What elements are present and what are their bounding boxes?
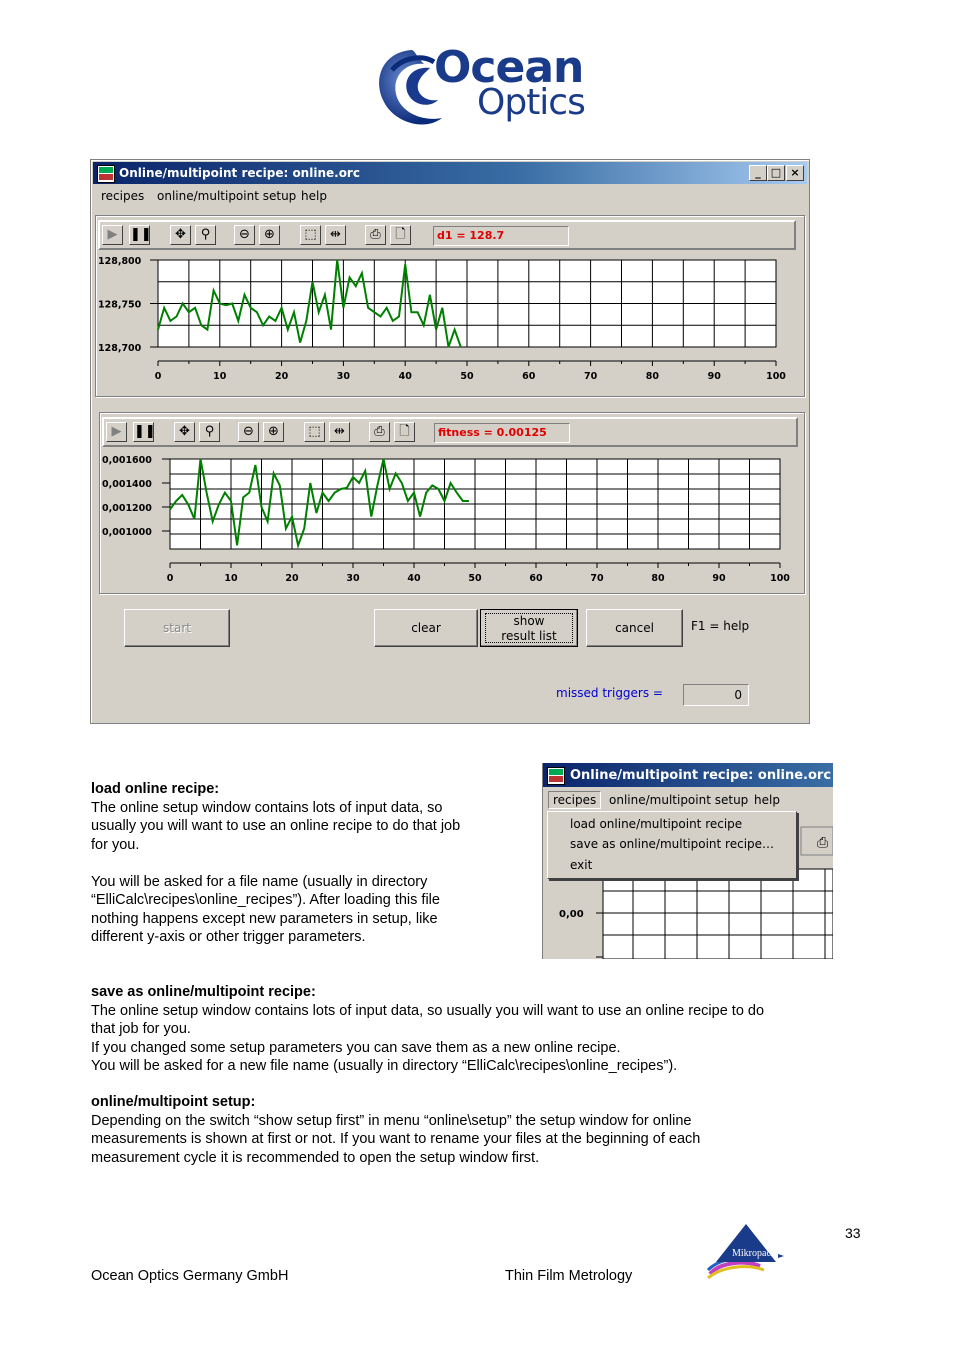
chart-panel-2 [99,412,805,594]
spacer [91,854,521,873]
close-button[interactable]: × [786,165,804,181]
zoom-out-icon[interactable]: ⊖ [234,225,255,245]
app-icon [547,767,565,785]
menu-bar [93,186,807,206]
pan-icon[interactable]: ✥ [170,225,191,245]
x-tick-label: 20 [274,371,289,382]
show-result-list-button[interactable] [480,609,578,647]
menu-online-setup[interactable]: online/multipoint setup [157,189,297,203]
chart-toolbar-2 [102,417,798,447]
ocean-optics-logo [372,40,597,135]
zoom-select-icon[interactable]: ⚲ [195,225,216,245]
y-tick-label: 0,001000 [102,527,152,538]
chart-toolbar-1 [98,220,796,250]
y-tick-label: 128,750 [98,299,142,311]
pan-icon[interactable]: ✥ [174,422,195,442]
online-recipe-window [90,159,810,724]
show-result-list-label-2: result list [501,629,557,643]
x-tick-label: 50 [468,573,482,584]
x-tick-label: 20 [285,573,299,584]
section-save-recipe [91,983,851,1076]
x-tick-label: 80 [651,573,665,584]
fit-width-icon[interactable]: ⇹ [325,225,346,245]
print-preview-icon[interactable]: 🗋 [390,225,411,245]
menu-help[interactable]: help [301,189,327,203]
cancel-button[interactable]: cancel [586,609,683,647]
text-line: If you changed some setup parameters you can save them as a new online recipe. [91,1039,621,1056]
section-heading: save as online/multipoint recipe: [91,984,316,1000]
x-tick-label: 30 [336,371,351,382]
x-tick-label: 10 [213,371,227,382]
text-line: for you. [91,836,140,853]
chart-panel-1 [95,215,805,397]
text-line: You will be asked for a new file name (usually in directory “ElliCalc\recipes\online_recipes”). [91,1058,678,1074]
play-icon[interactable]: ▶ [102,225,123,245]
missed-triggers-field[interactable]: 0 [683,684,749,706]
x-tick-label: 70 [583,371,598,382]
text-line: usually you will want to use an online recipe to do that job [91,818,461,834]
x-tick-label: 100 [770,573,790,584]
mikropack-text: Mikropack [732,1248,776,1259]
fitness-readout: fitness = 0.00125 [434,423,570,443]
x-tick-label: 10 [224,573,238,584]
x-tick-label: 90 [712,573,726,584]
recipes-dropdown [547,811,797,879]
x-tick-label: 70 [590,573,604,584]
y-tick-label: 0,001600 [102,455,152,466]
x-tick-label: 0 [154,371,162,382]
zoom-in-icon[interactable]: ⊕ [263,422,284,442]
x-tick-label: 30 [346,573,360,584]
page-number: 33 [845,1225,861,1241]
inset-window-title: Online/multipoint recipe: online.orc [570,768,832,783]
x-tick-label: 80 [645,371,660,382]
chart-fitness [100,449,800,591]
inset-y-tick: 0,00 [559,909,584,920]
text-line: measurements is shown at first or not. If you want to rename your files at the beginning of each [91,1131,701,1147]
d1-readout: d1 = 128.7 [433,226,569,246]
inset-titlebar [543,763,833,787]
x-tick-label: 40 [398,371,412,382]
print-icon[interactable]: ⎙ [365,225,386,245]
window-title: Online/multipoint recipe: online.orc [119,166,360,180]
text-line: The online setup window contains lots of input data, so [91,799,443,816]
show-result-list-label-1: show [513,614,545,628]
start-button[interactable]: start [124,609,230,647]
inset-menu-online-setup[interactable]: online/multipoint setup [609,793,749,807]
y-tick-label: 128,700 [98,343,142,354]
menu-recipes[interactable]: recipes [101,189,145,203]
chart-d1 [96,252,796,394]
text-line: Depending on the switch “show setup first” in menu “online\setup” the setup window for online [91,1112,692,1129]
x-tick-label: 40 [407,573,421,584]
y-tick-label: 0,001400 [102,479,152,490]
logo-word-ocean: Ocean [434,42,584,93]
fit-width-icon[interactable]: ⇹ [329,422,350,442]
section-online-setup [91,1093,851,1167]
x-tick-label: 60 [522,371,536,382]
dropdown-save-recipe[interactable]: save as online/multipoint recipe… [570,837,775,851]
text-line: “ElliCalc\recipes\online_recipes”). After loading this file [91,892,440,908]
print-icon: ⎙ [817,835,829,851]
mikropack-logo [700,1222,795,1284]
text-line: different y-axis or other trigger parameters. [91,929,366,945]
footer-title: Thin Film Metrology [505,1268,633,1284]
play-icon[interactable]: ▶ [106,422,127,442]
text-line: The online setup window contains lots of input data, so usually you will want to use an online recipe to do [91,1002,765,1019]
maximize-button[interactable]: □ [767,165,785,181]
y-tick-label: 0,001200 [102,503,152,514]
x-tick-label: 90 [707,371,721,382]
app-icon [97,165,115,183]
missed-triggers-label: missed triggers = [556,686,663,700]
window-titlebar [93,162,807,184]
logo-word-optics: Optics [477,82,585,123]
x-tick-label: 50 [460,371,474,382]
y-tick-label: 128,800 [98,256,142,267]
x-tick-label: 0 [166,573,174,584]
f1-help-label: F1 = help [691,619,750,633]
pause-icon[interactable]: ❚❚ [133,422,154,442]
text-line: that job for you. [91,1021,191,1037]
section-load-recipe [91,780,521,947]
print-preview-icon[interactable]: 🗋 [394,422,415,442]
footer-company: Ocean Optics Germany GmbH [91,1268,289,1284]
select-box-icon[interactable]: ⬚ [300,225,321,245]
minimize-button[interactable]: _ [749,165,767,181]
pause-icon[interactable]: ❚❚ [129,225,150,245]
zoom-select-icon[interactable]: ⚲ [199,422,220,442]
inset-menu-recipes[interactable]: recipes [548,791,601,809]
clear-button[interactable]: clear [374,609,478,647]
section-heading: load online recipe: [91,781,220,797]
text-line: measurement cycle it is recommended to open the setup window first. [91,1149,540,1166]
zoom-out-icon[interactable]: ⊖ [238,422,259,442]
select-box-icon[interactable]: ⬚ [304,422,325,442]
dropdown-load-recipe[interactable]: load online/multipoint recipe [570,817,743,831]
dropdown-exit[interactable]: exit [570,858,593,872]
zoom-in-icon[interactable]: ⊕ [259,225,280,245]
text-line: nothing happens except new parameters in setup, like [91,910,438,927]
x-tick-label: 100 [766,371,786,382]
text-line: You will be asked for a file name (usually in directory [91,873,428,890]
inset-window [542,763,833,959]
print-icon[interactable]: ⎙ [369,422,390,442]
x-tick-label: 60 [529,573,543,584]
section-heading: online/multipoint setup: [91,1094,256,1110]
inset-menu-help[interactable]: help [754,793,780,807]
